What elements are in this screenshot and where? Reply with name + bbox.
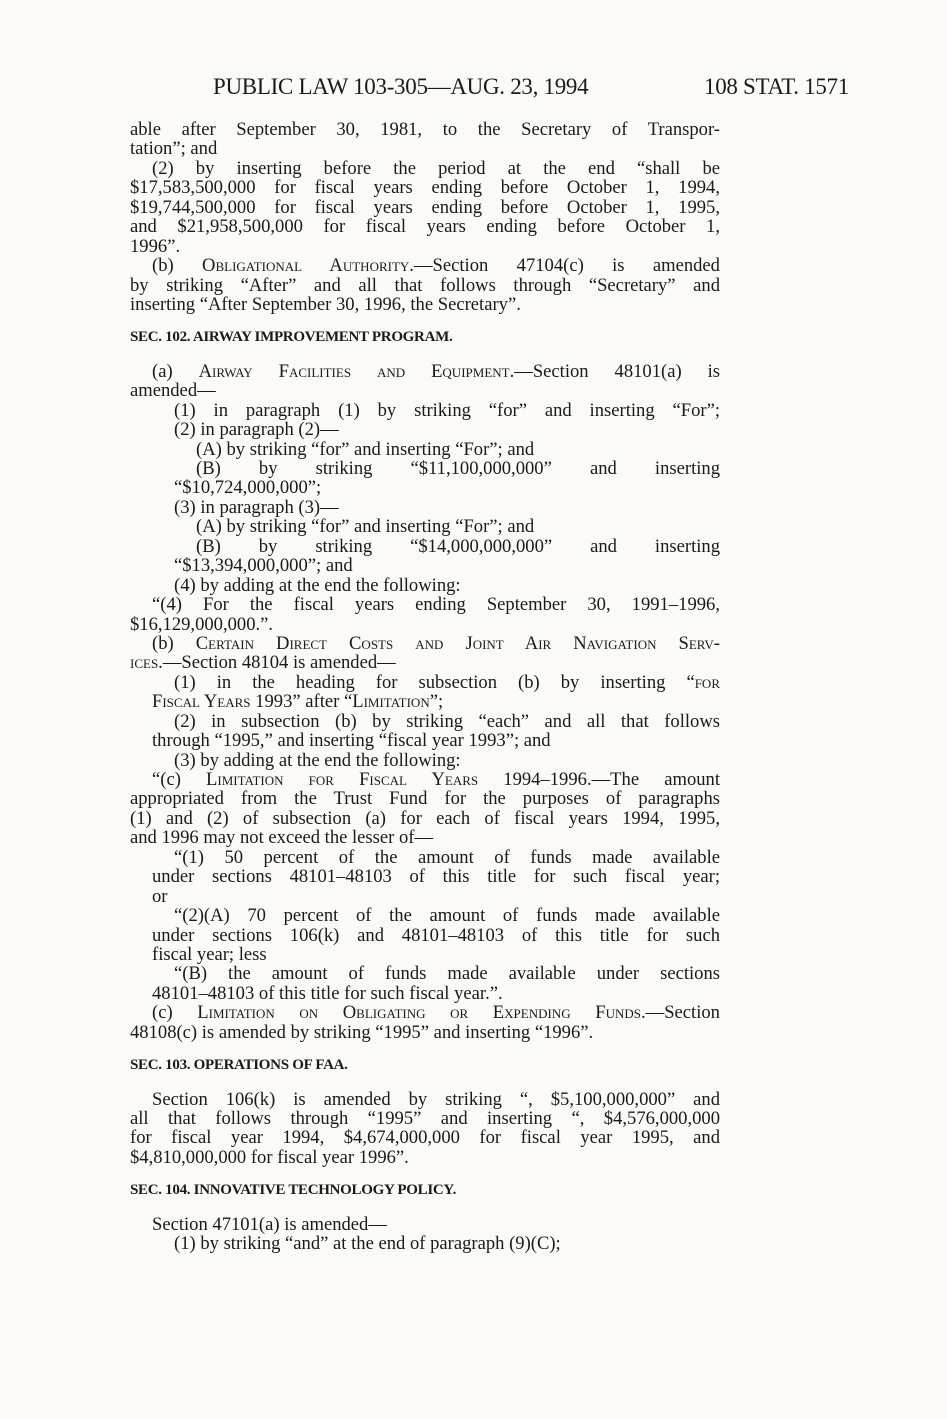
section-heading: [130, 328, 720, 347]
text-line: [130, 770, 720, 789]
small-caps-heading: ices: [130, 652, 159, 674]
text-line: [130, 984, 720, 1003]
text-span: and $21,958,500,000 for fiscal years ending before October 1,: [130, 216, 720, 238]
text-span: .—Section 48101(a) is: [509, 360, 720, 382]
running-header-title: PUBLIC LAW 103-305—AUG. 23, 1994: [213, 74, 589, 99]
text-line: [130, 459, 720, 478]
text-line: [130, 139, 720, 158]
text-span: (A) by striking “for” and inserting “For”; and: [196, 516, 535, 538]
text-line: [130, 1109, 720, 1128]
text-line: [130, 478, 720, 497]
text-span: or: [152, 885, 168, 907]
text-span: (A) by striking “for” and inserting “For”; and: [196, 438, 535, 460]
text-span: “(4) For the fiscal years ending September 30, 1991–1996,: [152, 594, 720, 616]
text-line: [130, 420, 720, 439]
text-line: [130, 576, 720, 595]
document-body: [130, 120, 720, 1254]
text-span: under sections 48101–48103 of this title for such fiscal year;: [152, 866, 720, 888]
page-number: 108 STAT. 1571: [704, 74, 849, 99]
text-span: 1996”.: [130, 235, 181, 257]
text-line: [130, 537, 720, 556]
text-span: (4) by adding at the end the following:: [174, 574, 461, 596]
text-span: and 1996 may not exceed the lesser of—: [130, 827, 434, 849]
text-line: [130, 198, 720, 217]
text-line: [130, 1090, 720, 1109]
text-span: Section 47101(a) is amended—: [152, 1213, 387, 1235]
text-line: [130, 440, 720, 459]
text-span: $19,744,500,000 for fiscal years ending before October 1, 1995,: [130, 196, 720, 218]
text-line: [130, 1234, 720, 1253]
text-span: under sections 106(k) and 48101–48103 of this title for such: [152, 924, 720, 946]
small-caps-heading: Airway Facilities and Equipment: [198, 360, 510, 382]
text-span: Section 106(k) is amended by striking “, $5,100,000,000” and: [152, 1088, 720, 1110]
small-caps-heading: for: [694, 671, 720, 693]
text-line: [130, 945, 720, 964]
text-span: .—Section 48104 is amended—: [158, 652, 396, 674]
text-line: [130, 295, 720, 314]
text-line: [130, 1003, 720, 1022]
text-span: “(2)(A) 70 percent of the amount of funds made available: [174, 905, 720, 927]
text-span: $4,810,000,000 for fiscal year 1996”.: [130, 1146, 409, 1168]
text-line: [130, 692, 720, 711]
small-caps-heading: Fiscal Years: [152, 691, 251, 713]
text-line: [130, 712, 720, 731]
text-line: [130, 731, 720, 750]
text-line: [130, 867, 720, 886]
text-line: [130, 217, 720, 236]
text-span: (2) in subsection (b) by striking “each” and all that follows: [174, 710, 720, 732]
text-line: [130, 595, 720, 614]
text-span: amended—: [130, 380, 216, 402]
section-heading: [130, 1181, 720, 1200]
text-line: [130, 964, 720, 983]
text-line: [130, 789, 720, 808]
text-span: $16,129,000,000.”.: [130, 613, 274, 635]
text-span: 48108(c) is amended by striking “1995” and inserting “1996”.: [130, 1021, 594, 1043]
text-span: (b): [152, 632, 196, 654]
small-caps-heading: Obligational Authority: [202, 255, 410, 277]
section-heading: [130, 1056, 720, 1075]
text-line: [130, 276, 720, 295]
text-span: .—Section 47104(c) is amended: [409, 255, 720, 277]
text-span: through “1995,” and inserting “fiscal year 1993”; and: [152, 730, 551, 752]
text-line: [130, 237, 720, 256]
text-line: [130, 906, 720, 925]
text-span: SEC. 104. INNOVATIVE TECHNOLOGY POLICY.: [130, 1182, 457, 1199]
text-line: [130, 556, 720, 575]
text-span: SEC. 103. OPERATIONS OF FAA.: [130, 1057, 348, 1074]
text-span: ”;: [429, 691, 444, 713]
text-line: [130, 1215, 720, 1234]
text-span: “$13,394,000,000”; and: [174, 555, 353, 577]
small-caps-heading: Limitation: [352, 691, 430, 713]
text-line: [130, 809, 720, 828]
text-span: (b): [152, 255, 203, 277]
text-span: $17,583,500,000 for fiscal years ending before October 1, 1994,: [130, 177, 720, 199]
text-line: [130, 1148, 720, 1167]
text-span: (1) in paragraph (1) by striking “for” and inserting “For”;: [174, 399, 720, 421]
text-line: [130, 828, 720, 847]
text-line: [130, 381, 720, 400]
text-span: (c): [152, 1002, 198, 1024]
text-span: (a): [152, 360, 199, 382]
text-line: [130, 362, 720, 381]
small-caps-heading: Certain Direct Costs and Joint Air Navigation Serv-: [195, 632, 720, 654]
text-line: [130, 653, 720, 672]
text-span: by striking “After” and all that follows through “Secretary” and: [130, 274, 720, 296]
text-span: (1) by striking “and” at the end of paragraph (9)(C);: [174, 1233, 561, 1255]
text-span: SEC. 102. AIRWAY IMPROVEMENT PROGRAM.: [130, 329, 453, 346]
text-line: [130, 848, 720, 867]
small-caps-heading: Limitation for Fiscal Years: [206, 769, 479, 790]
text-line: [130, 401, 720, 420]
text-line: [130, 615, 720, 634]
text-line: [130, 1128, 720, 1147]
text-span: (B) by striking “$14,000,000,000” and inserting: [196, 535, 720, 557]
text-span: “(B) the amount of funds made available under sections: [174, 963, 720, 985]
small-caps-heading: Limitation on Obligating or Expending Funds: [197, 1002, 641, 1024]
text-span: “$10,724,000,000”;: [174, 477, 322, 499]
text-span: (3) in paragraph (3)—: [174, 496, 339, 518]
text-span: able after September 30, 1981, to the Secretary of Transpor-: [130, 119, 720, 140]
text-line: [130, 498, 720, 517]
text-line: [130, 634, 720, 653]
text-span: 1994–1996.—The amount: [478, 769, 721, 790]
text-line: [130, 256, 720, 275]
text-span: fiscal year; less: [152, 943, 267, 965]
text-line: [130, 673, 720, 692]
text-span: (3) by adding at the end the following:: [174, 749, 461, 771]
text-span: 1993” after “: [250, 691, 353, 713]
text-line: [130, 1023, 720, 1042]
text-line: [130, 926, 720, 945]
text-line: [130, 178, 720, 197]
text-span: inserting “After September 30, 1996, the Secretary”.: [130, 293, 521, 315]
text-span: “(1) 50 percent of the amount of funds made available: [174, 846, 720, 868]
text-span: (2) by inserting before the period at the end “shall be: [152, 157, 720, 179]
text-span: (1) and (2) of subsection (a) for each of fiscal years 1994, 1995,: [130, 807, 720, 829]
text-span: (1) in the heading for subsection (b) by inserting “: [174, 671, 695, 693]
text-span: appropriated from the Trust Fund for the purposes of paragraphs: [130, 788, 720, 810]
text-line: [130, 751, 720, 770]
text-span: 48101–48103 of this title for such fiscal year.”.: [152, 982, 503, 1004]
text-span: tation”; and: [130, 138, 218, 160]
text-line: [130, 517, 720, 536]
text-span: for fiscal year 1994, $4,674,000,000 for fiscal year 1995, and: [130, 1127, 720, 1149]
text-span: “(c): [152, 769, 207, 790]
text-span: all that follows through “1995” and inserting “, $4,576,000,000: [130, 1108, 720, 1129]
text-span: (2) in paragraph (2)—: [174, 419, 339, 441]
text-span: .—Section: [640, 1002, 720, 1024]
text-line: [130, 120, 720, 139]
text-span: (B) by striking “$11,100,000,000” and inserting: [196, 458, 720, 479]
text-line: [130, 887, 720, 906]
text-line: [130, 159, 720, 178]
